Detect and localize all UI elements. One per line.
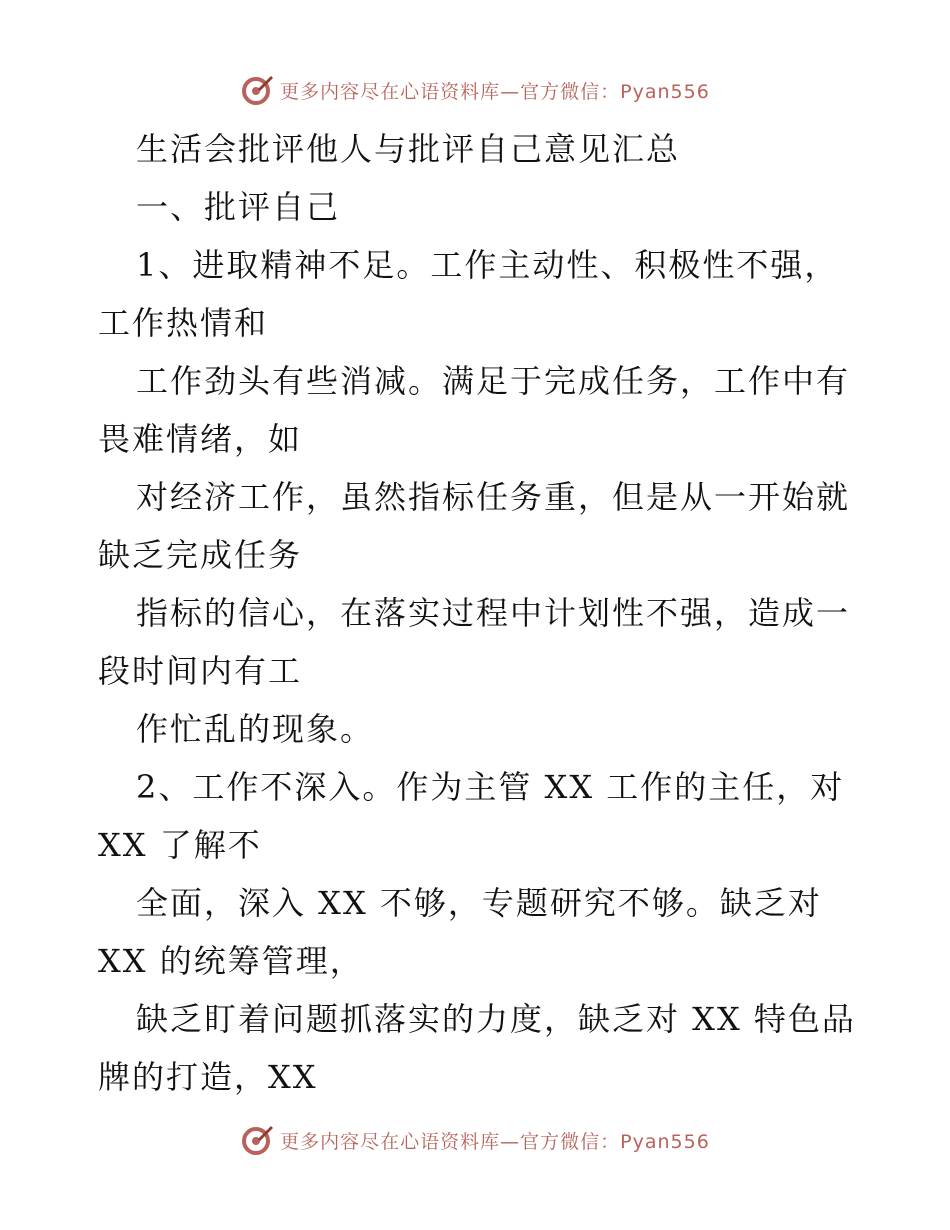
paragraph-line: 缺乏盯着问题抓落实的力度，缺乏对 XX 特色品 (136, 1000, 856, 1038)
paragraph-line: 1、进取精神不足。工作主动性、积极性不强， (136, 246, 839, 284)
watermark-text: 更多内容尽在心语资料库—官方微信：Pyan556 (280, 1130, 710, 1153)
paragraph-line: 作忙乱的现象。 (136, 710, 375, 748)
document-title: 生活会批评他人与批评自己意见汇总 (136, 130, 681, 168)
paragraph-line: 指标的信心，在落实过程中计划性不强，造成一 (136, 594, 851, 632)
paragraph-line: XX 的统筹管理， (98, 942, 364, 980)
paragraph-line: 工作热情和 (98, 304, 269, 342)
paragraph-line: XX 了解不 (98, 826, 262, 864)
section-heading: 一、批评自己 (136, 188, 341, 226)
paragraph-line: 对经济工作，虽然指标任务重，但是从一开始就 (136, 478, 851, 516)
paragraph-line: 工作劲头有些消减。满足于完成任务，工作中有 (136, 362, 851, 400)
footer-watermark (0, 1118, 950, 1162)
paragraph-line: 牌的打造，XX (98, 1058, 318, 1096)
paragraph-line: 全面，深入 XX 不够，专题研究不够。缺乏对 (136, 884, 822, 922)
header-watermark (0, 68, 950, 112)
paragraph-line: 2、工作不深入。作为主管 XX 工作的主任，对 (136, 768, 845, 806)
brush-logo-icon (240, 73, 274, 107)
document-body (98, 120, 858, 1106)
brush-logo-icon (240, 1123, 274, 1157)
paragraph-line: 畏难情绪，如 (98, 420, 303, 458)
paragraph-line: 缺乏完成任务 (98, 536, 303, 574)
paragraph-line: 段时间内有工 (98, 652, 303, 690)
watermark-text: 更多内容尽在心语资料库—官方微信：Pyan556 (280, 80, 710, 103)
